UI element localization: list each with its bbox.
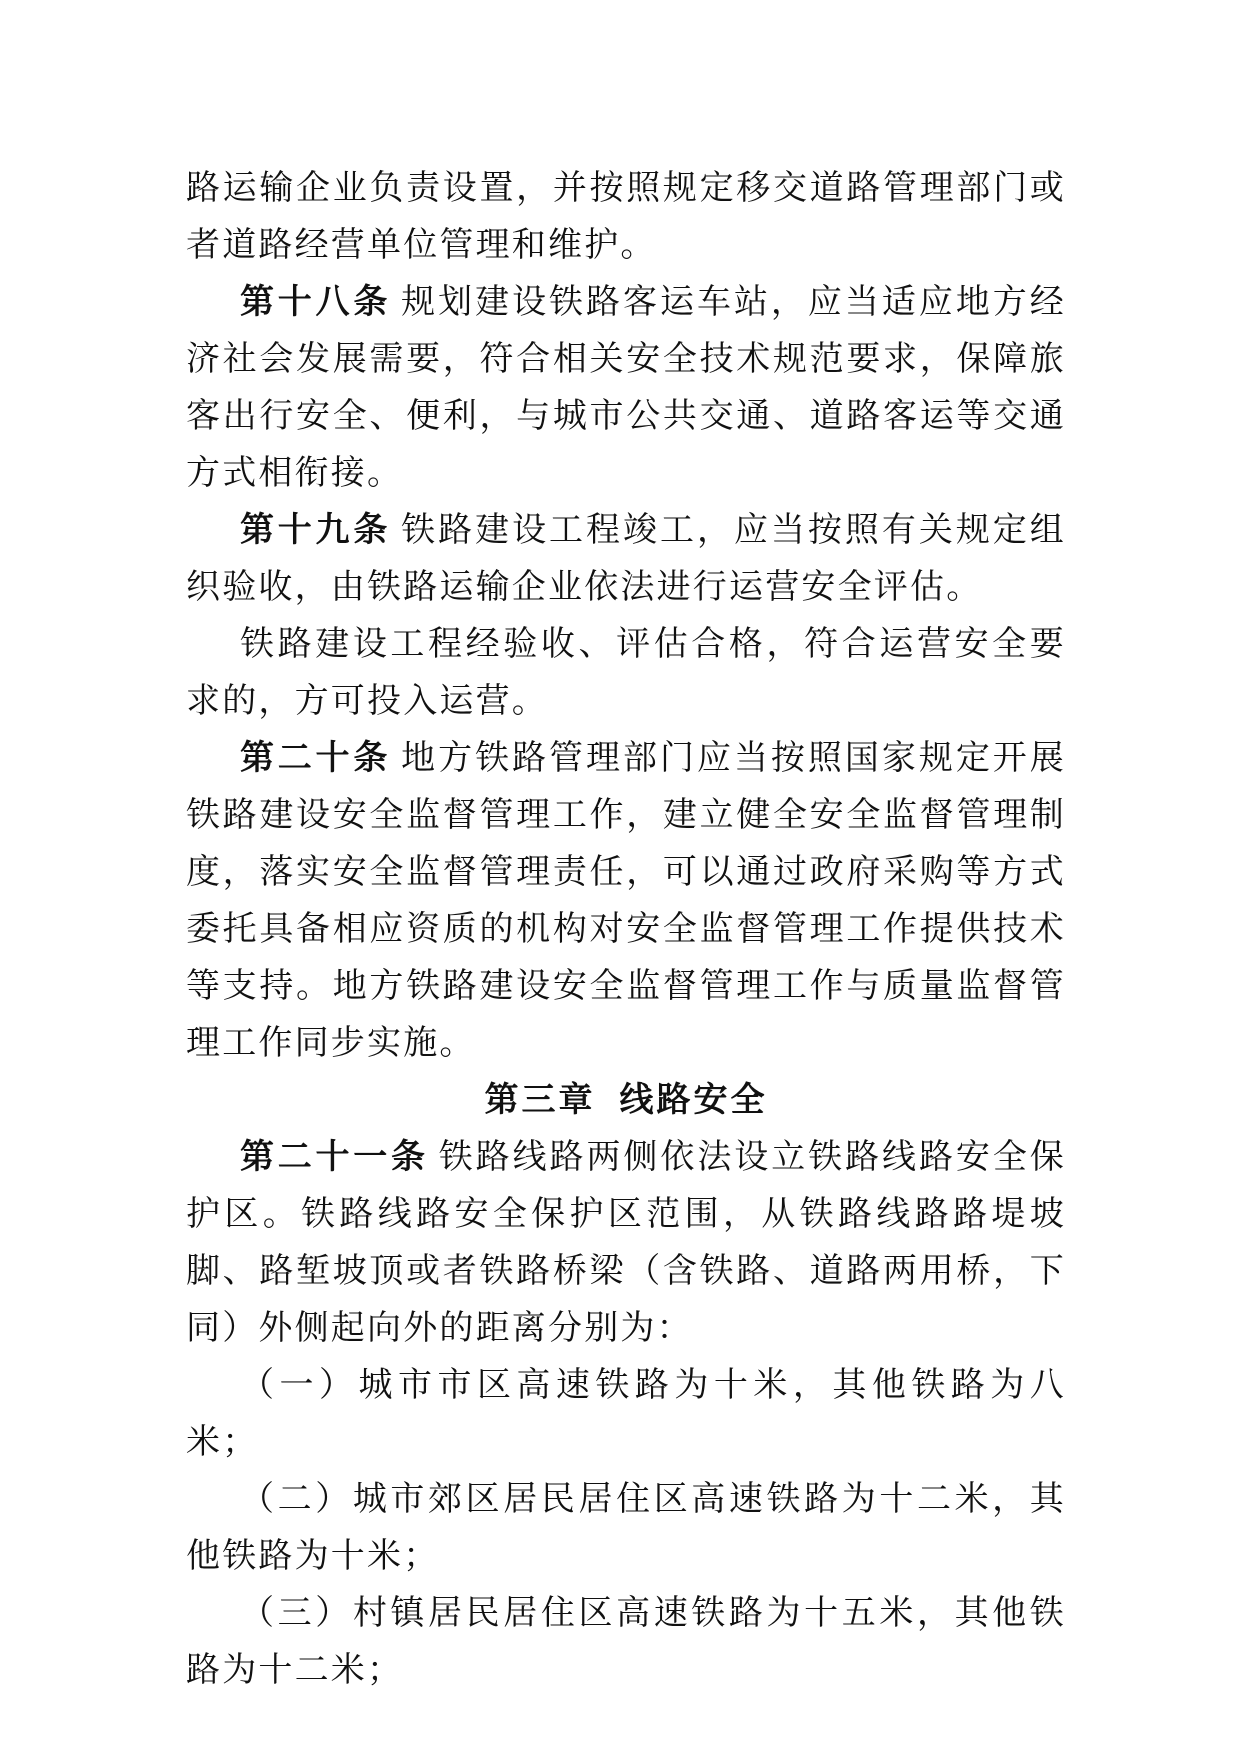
document-body: [186, 160, 1066, 1699]
article-18-text: 规划建设铁路客运车站，应当适应地方经济社会发展需要，符合相关安全技术规范要求，保障旅客出行安全、便利，与城市公共交通、道路客运等交通方式相衔接。: [186, 282, 1066, 493]
article-21-text: 铁路线路两侧依法设立铁路线路安全保护区。铁路线路安全保护区范围，从铁路线路路堤坡脚、路堑坡顶或者铁路桥梁（含铁路、道路两用桥，下同）外侧起向外的距离分别为：: [186, 1137, 1066, 1348]
chapter-number: 第三章: [484, 1080, 596, 1120]
list-item: （三）村镇居民居住区高速铁路为十五米，其他铁路为十二米；: [186, 1593, 1066, 1690]
list-item: （二）城市郊区居民居住区高速铁路为十二米，其他铁路为十米；: [186, 1479, 1066, 1576]
article-18: [186, 274, 1066, 502]
article-18-label: 第十八条: [240, 282, 392, 322]
article-19: [186, 502, 1066, 616]
chapter-heading: [186, 1072, 1066, 1129]
article-20-label: 第二十条: [240, 738, 392, 778]
list-item: （一）城市市区高速铁路为十米，其他铁路为八米；: [186, 1365, 1066, 1462]
article-21: [186, 1129, 1066, 1357]
article-20-text: 地方铁路管理部门应当按照国家规定开展铁路建设安全监督管理工作，建立健全安全监督管理制度，落实安全监督管理责任，可以通过政府采购等方式委托具备相应资质的机构对安全监督管理工作提供技术等支持。地方铁路建设安全监督管理工作与质量监督管理工作同步实施。: [186, 738, 1066, 1063]
article-19-paragraph-2: 铁路建设工程经验收、评估合格，符合运营安全要求的，方可投入运营。: [186, 624, 1066, 721]
chapter-title: 线路安全: [619, 1080, 768, 1120]
article-21-label: 第二十一条: [240, 1137, 429, 1177]
article-19-label: 第十九条: [240, 510, 392, 550]
article-19-text: 铁路建设工程竣工，应当按照有关规定组织验收，由铁路运输企业依法进行运营安全评估。: [186, 510, 1066, 607]
article-20: [186, 730, 1066, 1072]
continuation-paragraph: 路运输企业负责设置，并按照规定移交道路管理部门或者道路经营单位管理和维护。: [186, 168, 1066, 265]
